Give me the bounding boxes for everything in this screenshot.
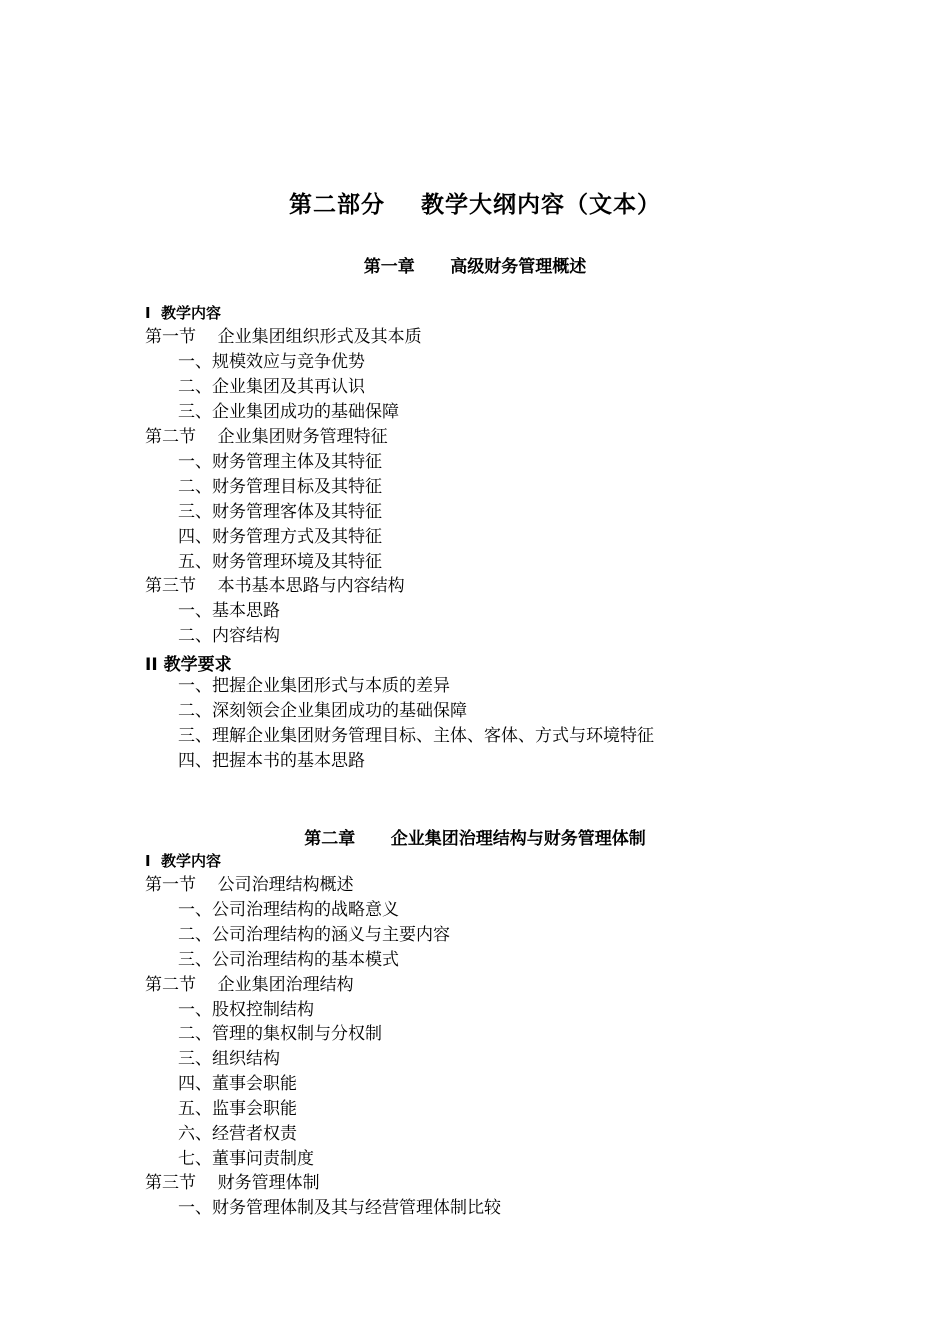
list-item: 三、组织结构: [178, 1049, 280, 1069]
list-item: 三、企业集团成功的基础保障: [178, 402, 399, 422]
list-item: 一、股权控制结构: [178, 1000, 314, 1020]
list-item: 二、公司治理结构的涵义与主要内容: [178, 925, 450, 945]
list-item: 一、基本思路: [178, 601, 280, 621]
ch1-section-3-title: 第三节 本书基本思路与内容结构: [145, 576, 405, 596]
ch2-content-heading: I 教学内容: [145, 852, 222, 870]
list-item: 六、经营者权责: [178, 1124, 297, 1144]
list-item: 一、规模效应与竞争优势: [178, 352, 365, 372]
list-item: 二、企业集团及其再认识: [178, 377, 365, 397]
list-item: 五、监事会职能: [178, 1099, 297, 1119]
list-item: 七、董事问责制度: [178, 1149, 314, 1169]
list-item: 二、深刻领会企业集团成功的基础保障: [178, 701, 467, 721]
list-item: 一、公司治理结构的战略意义: [178, 900, 399, 920]
ch2-section-1-title: 第一节 公司治理结构概述: [145, 875, 354, 895]
list-item: 三、公司治理结构的基本模式: [178, 950, 399, 970]
part-title: 第二部分 教学大纲内容（文本）: [288, 192, 662, 218]
chapter-1-title: 第一章 高级财务管理概述: [363, 257, 587, 277]
ch1-requirements-heading: II 教学要求: [145, 655, 232, 675]
ch2-section-2-title: 第二节 企业集团治理结构: [145, 975, 354, 995]
ch2-section-3-title: 第三节 财务管理体制: [145, 1173, 320, 1193]
list-item: 一、财务管理体制及其与经营管理体制比较: [178, 1198, 501, 1218]
list-item: 五、财务管理环境及其特征: [178, 552, 382, 572]
list-item: 一、财务管理主体及其特征: [178, 452, 382, 472]
chapter-2-title: 第二章 企业集团治理结构与财务管理体制: [304, 829, 646, 849]
ch1-content-heading: I 教学内容: [145, 304, 222, 322]
list-item: 一、把握企业集团形式与本质的差异: [178, 676, 450, 696]
ch1-section-1-title: 第一节 企业集团组织形式及其本质: [145, 327, 422, 347]
list-item: 二、内容结构: [178, 626, 280, 646]
list-item: 四、财务管理方式及其特征: [178, 527, 382, 547]
list-item: 二、管理的集权制与分权制: [178, 1024, 382, 1044]
list-item: 三、财务管理客体及其特征: [178, 502, 382, 522]
list-item: 三、理解企业集团财务管理目标、主体、客体、方式与环境特征: [178, 726, 654, 746]
list-item: 四、把握本书的基本思路: [178, 751, 365, 771]
ch1-section-2-title: 第二节 企业集团财务管理特征: [145, 427, 388, 447]
list-item: 四、董事会职能: [178, 1074, 297, 1094]
list-item: 二、财务管理目标及其特征: [178, 477, 382, 497]
